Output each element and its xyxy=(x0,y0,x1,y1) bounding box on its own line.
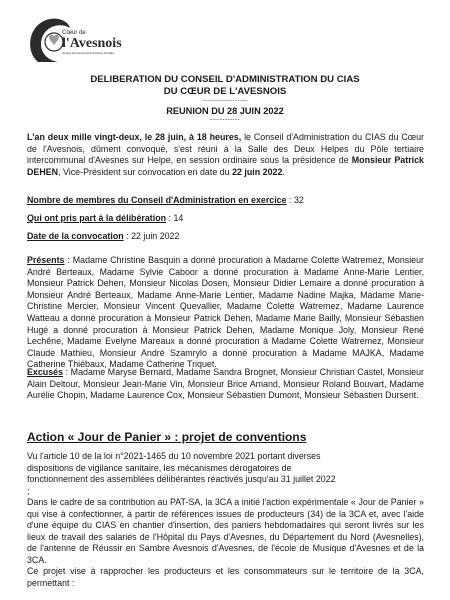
objective-paragraph: Ce projet vise à rapprocher les producteurs et les consommateurs sur le territoire de la 3CA, permettant : xyxy=(27,566,424,588)
convocation-line xyxy=(27,231,179,243)
meeting-separator: ------------ xyxy=(210,117,240,123)
presents-label: Présents xyxy=(27,255,65,265)
excuses-label: Excusés xyxy=(27,367,64,377)
intro-date-time: L'an deux mille vingt-deux, le 28 juin, à 18 heures, xyxy=(27,132,242,142)
intro-paragraph xyxy=(27,132,424,178)
participants-label: Qui ont pris part à la délibération xyxy=(27,213,167,223)
convocation-label: Date de la convocation xyxy=(27,231,124,241)
membres-value: : 32 xyxy=(286,195,304,205)
logo-subtitle: Centre Intercommunal d'Action Sociale xyxy=(62,51,114,55)
document-title: DELIBERATION DU CONSEIL D'ADMINISTRATION DU CIAS xyxy=(90,74,360,85)
intro-text-2: , Vice-Président sur convocation en date du xyxy=(58,166,233,177)
convocation-date: 22 juin 2022 xyxy=(232,166,283,177)
presents-paragraph xyxy=(27,255,424,371)
participants-line xyxy=(27,213,183,225)
cias-logo xyxy=(24,12,124,68)
president-name: Monsieur Patrick DEHEN xyxy=(27,155,424,177)
logo-text-small: Cœur de xyxy=(62,30,86,36)
document-subtitle: DU CŒUR DE L'AVESNOIS xyxy=(163,86,287,97)
participants-value: : 14 xyxy=(166,213,184,223)
section-heading: Action « Jour de Panier » : projet de conventions xyxy=(27,430,307,444)
meeting-date-heading: REUNION DU 28 JUIN 2022 xyxy=(166,106,284,116)
membres-line xyxy=(27,195,304,207)
excuses-text: : Madame Maryse Bernard, Madame Sandra Brognet, Monsieur Christian Castel, Monsieur Alain Deltour, Monsieur Jean-Marie Vin, Monsieur Brice Amand, Monsieur Roland Bouvart, Madame Aurélie Chopin, Madame Laurence Cox, Monsieur Sébastien Dumont, Monsieur Sébastien Dursent. xyxy=(27,367,424,401)
intro-text: le Conseil d'Administration du CIAS du Cœur de l'Avesnois, dûment convoqué, s'est réuni à la Salle des Deux Helpes du Pôle tertiaire intercommunal d'Avesnes sur Helpe, en session ordinaire sous la présidence de xyxy=(27,132,425,166)
convocation-value: : 22 juin 2022 xyxy=(123,231,180,241)
title-separator: ------------------ xyxy=(202,98,248,104)
intro-text-3: . xyxy=(282,166,285,177)
vu-paragraph: Vu l'article 10 de la loi n°2021-1465 du 10 novembre 2021 portant diverses dispositions de vigilance sanitaire, les mécanismes dérogatoires de fonctionnement des assemblées délibérantes réactivés jusqu'au 31 juillet 2022 ; xyxy=(27,451,336,496)
presents-text: : Madame Christine Basquin a donné procuration à Madame Colette Watremez, Monsieur André Berteaux, Madame Sylvie Caboor a donné procuration à Madame Anne-Marie Lentier, Monsieur Patrick Dehen, Monsieur Nicolas Dosen, Monsieur Didier Lemaire a donné procuration à Monsieur André Berteaux, Madame Anne-Marie Lentier, Madame Nadine Majka, Madame Marie-Christine Mercier, Monsieur Vincent Quevallier, Madame Colette Watremez, Madame Laurence Watteau a donné procuration à Monsieur Patrick Dehen, Madame Marie Bailly, Monsieur Sébastien Hugé a donné procuration à Monsieur Patrick Dehen, Madame Monique Joly, Monsieur René Lechêne, Madame Evelyne Mareaux a donné procuration à Madame Colette Watremez, Monsieur Claude Mathieu, Monsieur André Szamrylo a donné procuration à Madame MAJKA, Madame Catherine Thiébaux, Madame Catherine Triquet. xyxy=(27,255,424,370)
logo-text-large: l'Avesnois xyxy=(62,36,122,51)
membres-label: Nombre de membres du Conseil d'Administration en exercice xyxy=(27,195,287,205)
excuses-paragraph xyxy=(27,367,424,402)
context-paragraph: Dans le cadre de sa contribution au PAT-SA, la 3CA a initié l'action expérimentale « Jour de Panier » qui vise à confectionner, à partir de références issues de producteurs (34) de la 3CA et, avec l'aide d'une équipe du CIAS en chantier d'insertion, des paniers hebdomadaires qui seront livrés sur les lieux de travail des salariés de l'Hôpital du Pays d'Avesnes, du Département du Nord (Avesnelles), de l'antenne de Réussir en Sambre Avesnois d'Avesnes, de l'école de Musique d'Avesnes et de la 3CA. xyxy=(27,497,424,565)
